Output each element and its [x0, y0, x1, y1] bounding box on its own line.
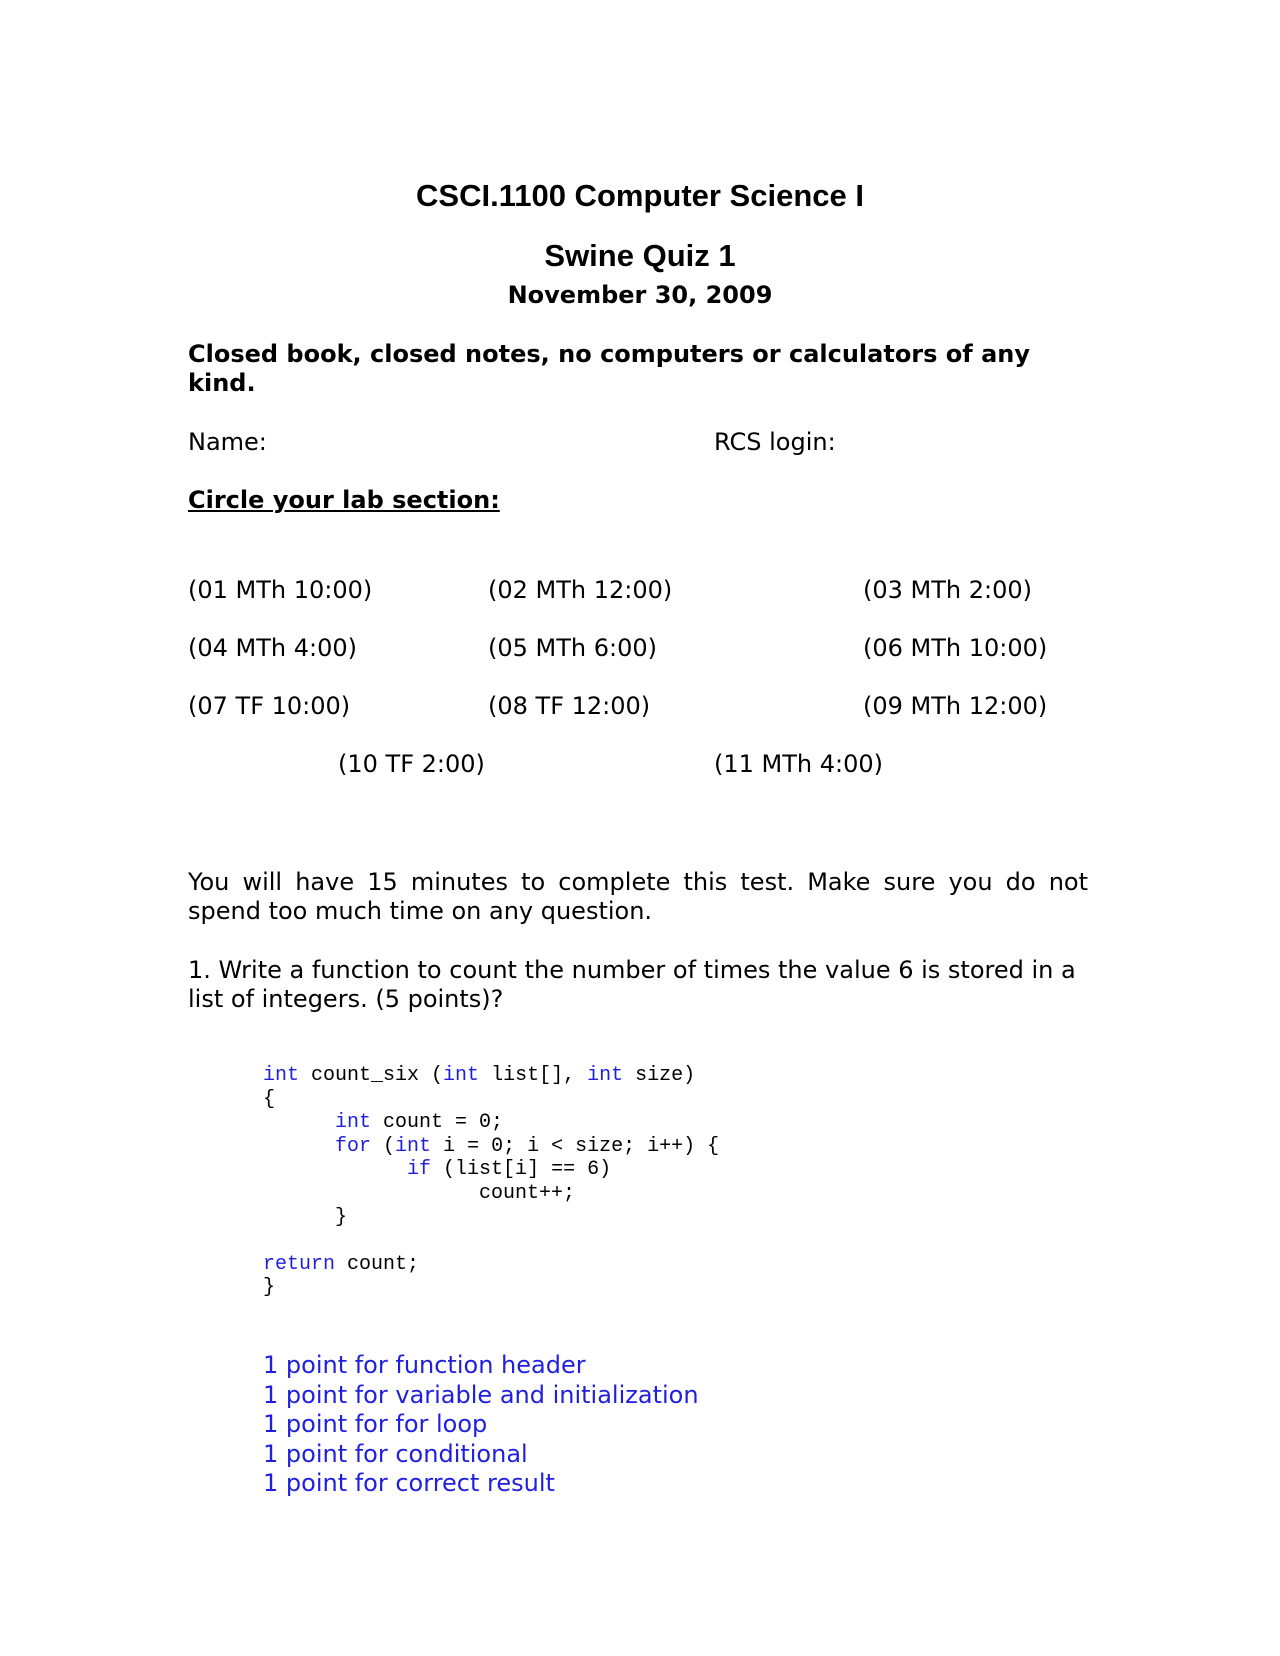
code-line-3: int count = 0; [335, 1111, 504, 1135]
code-line-4: for (int i = 0; i < size; i++) { [335, 1134, 720, 1158]
code-line-5: if (list[i] == 6) [407, 1158, 612, 1182]
quiz-title: Swine Quiz 1 [544, 238, 736, 273]
rubric-item: 1 point for conditional [263, 1439, 528, 1468]
exam-instructions: Closed book, closed notes, no computers or calculators of any kind. [188, 340, 1030, 397]
lab-section-02[interactable]: (02 MTh 12:00) [488, 576, 673, 604]
code-line-9: } [263, 1276, 276, 1300]
rcs-login-label: RCS login: [714, 428, 836, 456]
code-line-6: count++; [479, 1181, 576, 1205]
question-1: 1. Write a function to count the number of times the value 6 is stored in a list of integers. (5 points)? [188, 956, 1076, 1013]
code-line-7: } [335, 1205, 348, 1229]
code-line-2: { [263, 1087, 276, 1111]
rubric-item: 1 point for variable and initialization [263, 1380, 699, 1409]
rubric-item: 1 point for correct result [263, 1469, 555, 1497]
code-line-8: return count; [263, 1252, 420, 1276]
lab-section-05[interactable]: (05 MTh 6:00) [488, 634, 657, 662]
rubric-item: 1 point for function header [263, 1351, 586, 1379]
lab-section-11[interactable]: (11 MTh 4:00) [714, 750, 883, 778]
code-listing [263, 1064, 719, 1300]
lab-section-04[interactable]: (04 MTh 4:00) [188, 634, 357, 662]
lab-section-07[interactable]: (07 TF 10:00) [188, 692, 351, 720]
quiz-date: November 30, 2009 [507, 281, 773, 309]
rubric-item: 1 point for for loop [263, 1410, 488, 1438]
grading-rubric [263, 1351, 699, 1499]
lab-section-10[interactable]: (10 TF 2:00) [338, 750, 485, 778]
code-line-1: int count_six (int list[], int size) [263, 1064, 696, 1087]
lab-section-01[interactable]: (01 MTh 10:00) [188, 576, 373, 604]
time-limit-note: You will have 15 minutes to complete this test. Make sure you do not spend too much time on any question. [188, 868, 1088, 925]
lab-section-06[interactable]: (06 MTh 10:00) [863, 634, 1048, 662]
name-label: Name: [188, 428, 267, 456]
lab-section-08[interactable]: (08 TF 12:00) [488, 692, 651, 720]
course-title: CSCI.1100 Computer Science I [416, 178, 864, 213]
lab-section-03[interactable]: (03 MTh 2:00) [863, 576, 1032, 604]
lab-section-09[interactable]: (09 MTh 12:00) [863, 692, 1048, 720]
lab-section-heading: Circle your lab section: [188, 486, 500, 514]
